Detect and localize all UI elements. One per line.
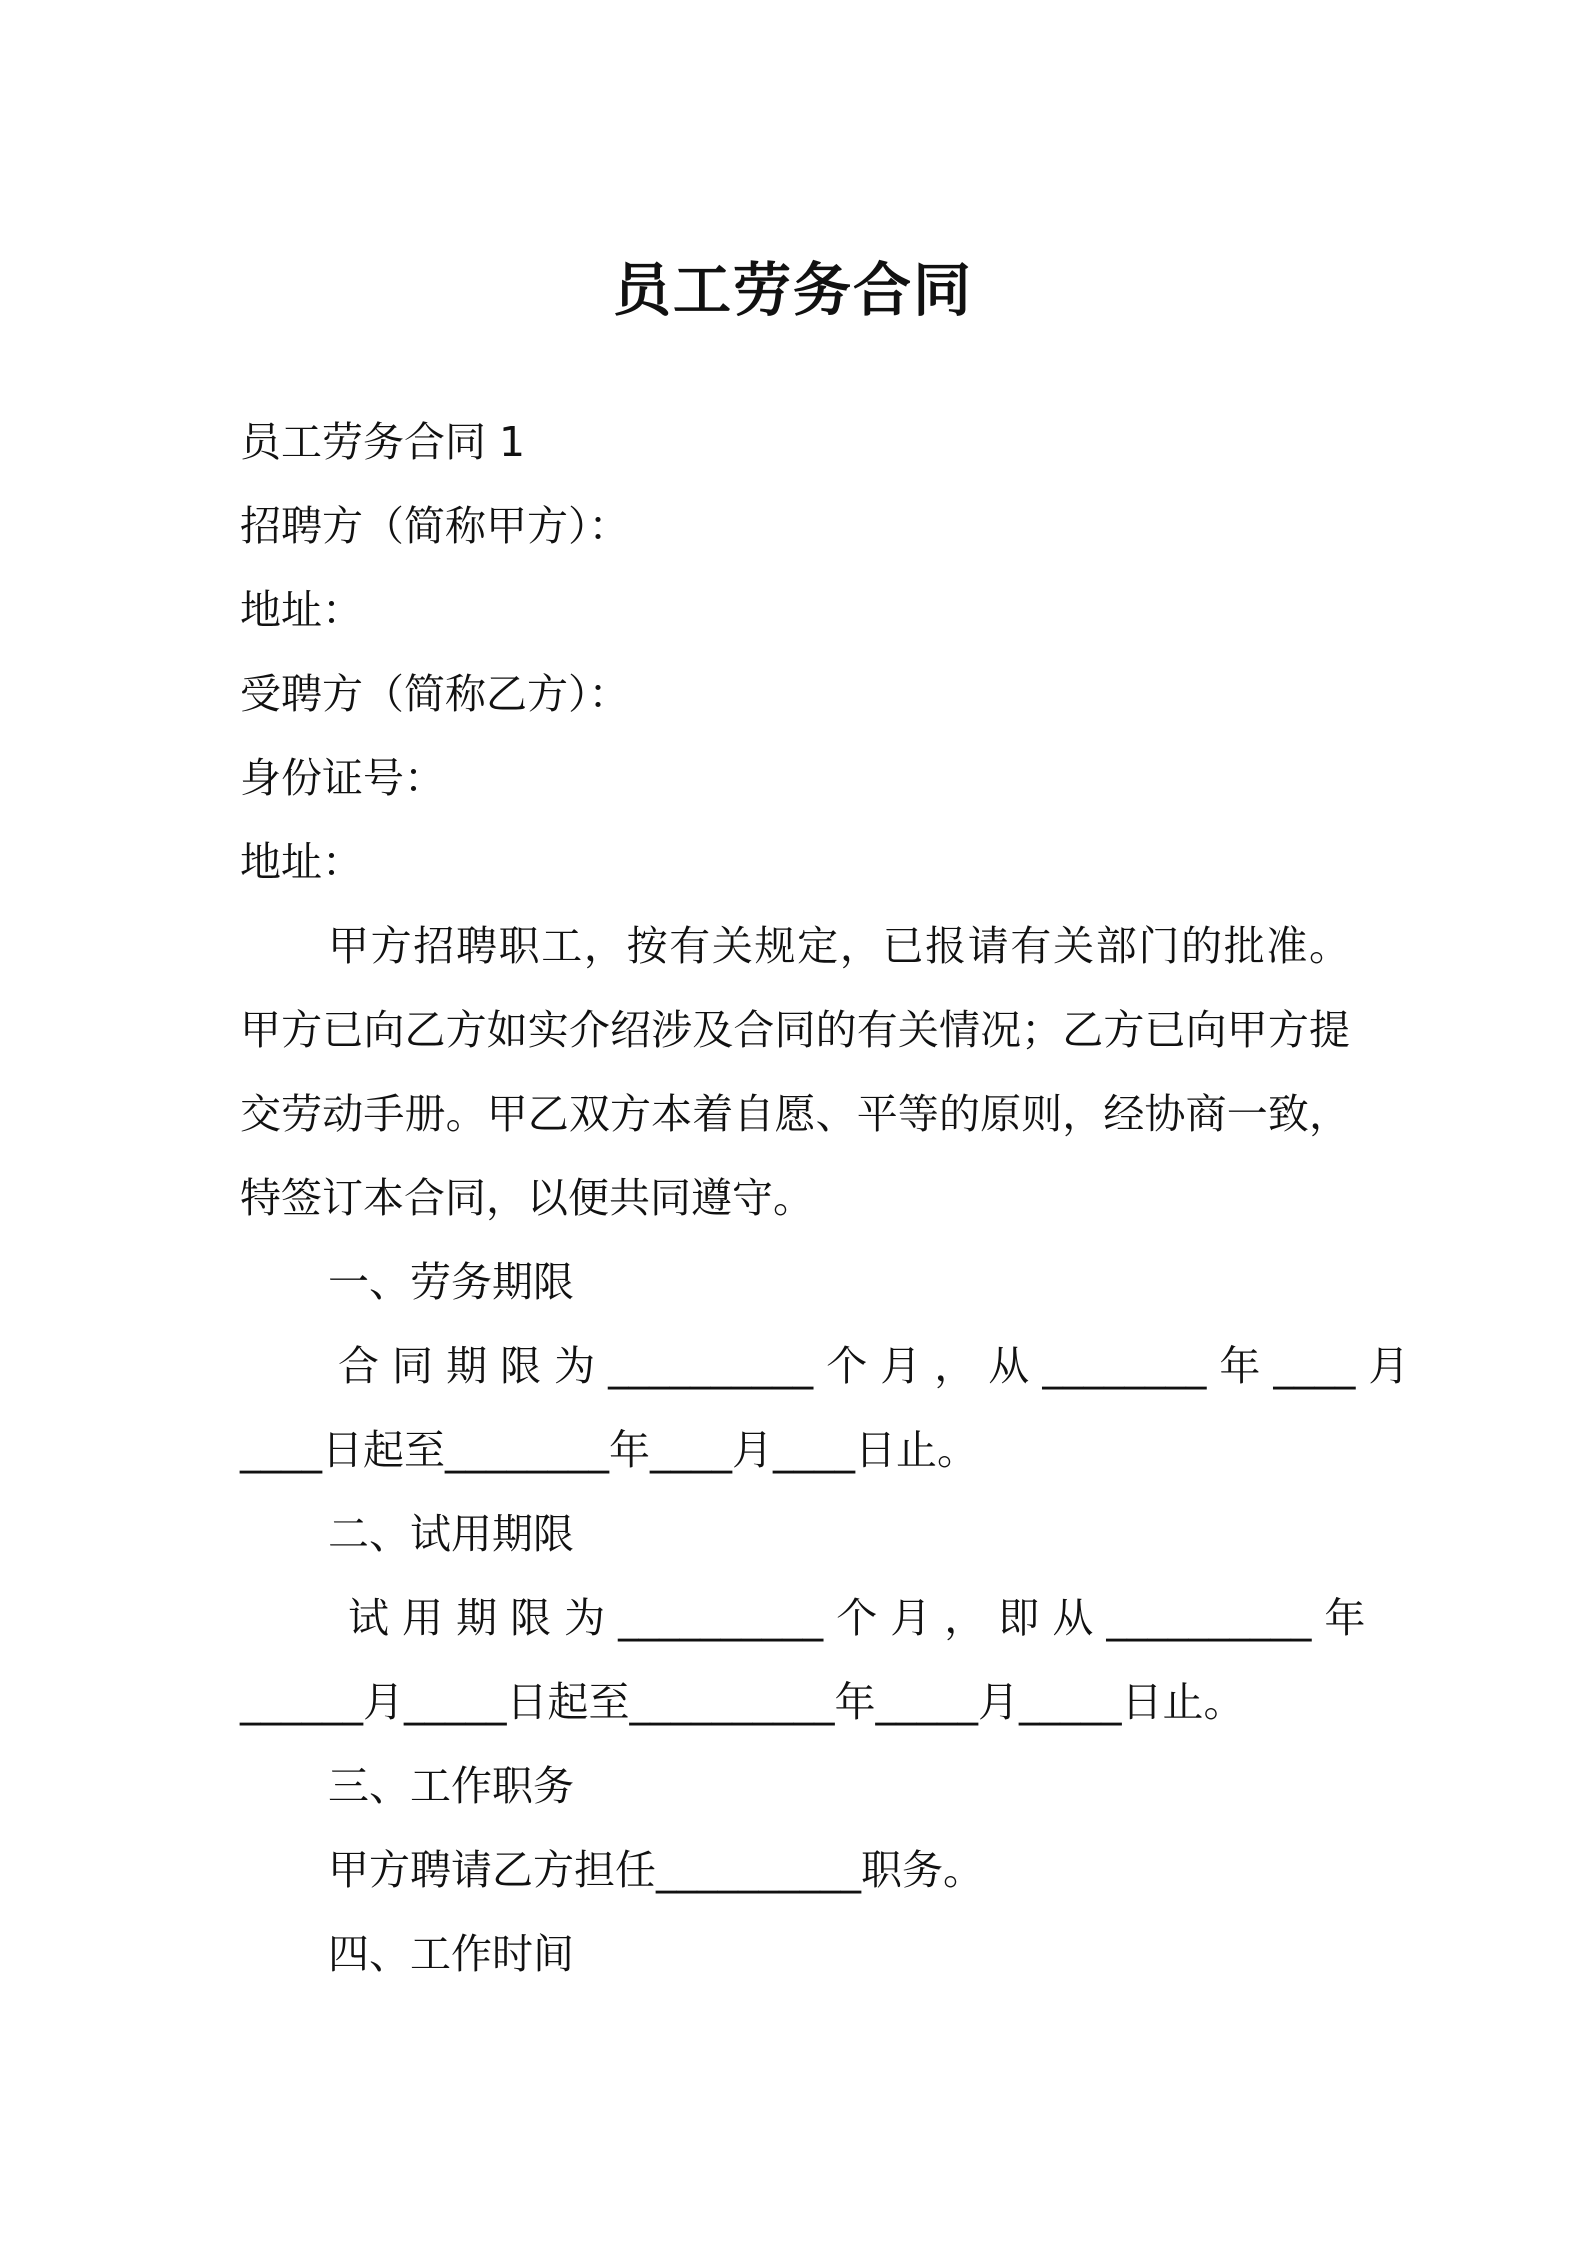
- section-3-heading: 三、工作职务: [328, 1762, 574, 1810]
- document-title: 员工劳务合同: [612, 256, 973, 324]
- id-number-label: 身份证号：: [240, 754, 445, 802]
- section-1-term-line-1: 合 同 期 限 为 __________ 个 月 ， 从 ________ 年 ____ 月: [338, 1342, 1410, 1390]
- section-4-heading: 四、工作时间: [328, 1930, 574, 1978]
- address-b-label: 地址：: [240, 838, 363, 886]
- section-1-heading: 一、劳务期限: [328, 1258, 574, 1306]
- section-2-probation-line-1: 试 用 期 限 为 __________ 个 月 ， 即 从 __________ 年: [348, 1594, 1366, 1642]
- section-1-term-line-2: ____日起至________年____月____日止。: [240, 1426, 978, 1474]
- party-a-label: 招聘方（简称甲方）：: [240, 502, 630, 550]
- party-b-label: 受聘方（简称乙方）：: [240, 670, 630, 718]
- intro-paragraph: 甲方招聘职工，按有关规定，已报请有关部门的批准。甲方已向乙方如实介绍涉及合同的有关情况；乙方已向甲方提交劳动手册。甲乙双方本着自愿、平等的原则，经协商一致，特签订本合同，以便共同遵守。: [240, 922, 1350, 1222]
- contract-subtitle: 员工劳务合同 1: [240, 418, 526, 466]
- section-2-probation-line-2: ______月_____日起至__________年_____月_____日止。: [240, 1678, 1245, 1726]
- section-2-heading: 二、试用期限: [328, 1510, 574, 1558]
- address-a-label: 地址：: [240, 586, 363, 634]
- section-3-position-line: 甲方聘请乙方担任__________职务。: [328, 1846, 984, 1894]
